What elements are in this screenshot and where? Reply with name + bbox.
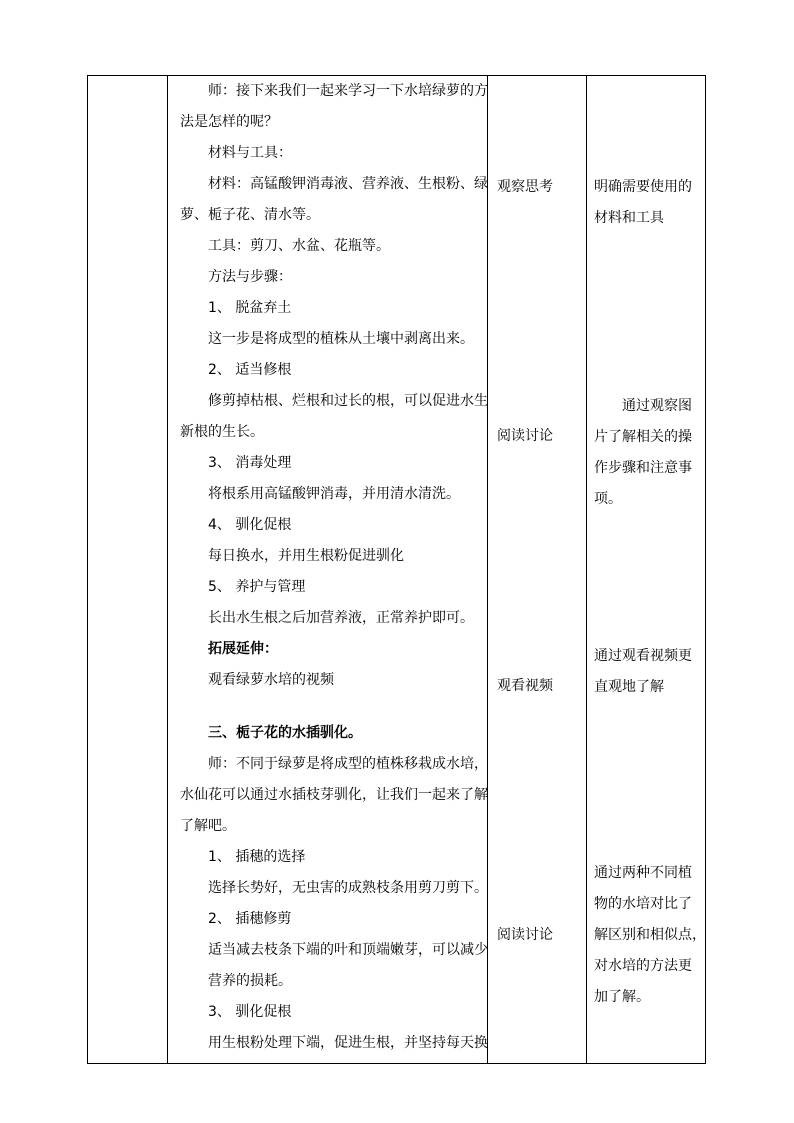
content-line: 了解吧。 — [180, 818, 236, 834]
design-intent-line: 对水培的方法更 — [594, 958, 692, 974]
column-divider — [586, 76, 587, 1063]
content-line: 水仙花可以通过水插枝芽驯化，让我们一起来了解 — [180, 787, 488, 803]
content-line: 师：接下来我们一起来学习一下水培绿萝的方 — [208, 83, 488, 99]
design-intent-line: 通过观察图 — [622, 398, 692, 414]
content-line: 每日换水，并用生根粉促进驯化 — [208, 548, 404, 564]
content-line: 方法与步骤： — [208, 269, 292, 285]
content-line: 1、 脱盆弃土 — [208, 300, 292, 316]
content-line: 2、 适当修根 — [208, 362, 292, 378]
content-line: 4、 驯化促根 — [208, 517, 292, 533]
content-line: 1、 插穗的选择 — [208, 849, 306, 865]
design-intent-line: 明确需要使用的 — [594, 179, 692, 195]
spacer — [180, 696, 481, 718]
design-intent — [594, 858, 704, 1013]
content-line: 这一步是将成型的植株从土壤中剥离出来。 — [208, 331, 474, 347]
content-line: 长出水生根之后加营养液，正常养护即可。 — [208, 610, 474, 626]
design-intent-line: 解区别和相似点， — [594, 927, 706, 943]
content-line: 材料与工具： — [208, 145, 292, 161]
student-activity: 阅读讨论 — [497, 927, 553, 943]
design-intent-line: 材料和工具 — [594, 210, 664, 226]
design-intent-line: 片了解相关的操 — [594, 429, 692, 445]
design-intent-line: 通过观看视频更 — [594, 648, 692, 664]
design-intent-line: 加了解。 — [594, 989, 650, 1005]
section-heading: 三、栀子花的水插驯化。 — [208, 725, 362, 741]
column-divider — [167, 76, 168, 1063]
design-intent — [594, 641, 704, 703]
design-intent — [594, 172, 704, 234]
content-line: 选择长势好，无虫害的成熟枝条用剪刀剪下。 — [208, 880, 488, 896]
content-line: 将根系用高锰酸钾消毒，并用清水清洗。 — [208, 486, 460, 502]
student-activity: 观看视频 — [497, 678, 553, 694]
design-intent-line: 直观地了解 — [594, 679, 664, 695]
content-line: 2、 插穗修剪 — [208, 911, 292, 927]
design-intent-line: 物的水培对比了 — [594, 896, 692, 912]
content-line: 5、 养护与管理 — [208, 579, 306, 595]
content-line: 材料：高锰酸钾消毒液、营养液、生根粉、绿 — [208, 176, 488, 192]
column-divider — [487, 76, 488, 1063]
content-line: 师：不同于绿萝是将成型的植株移栽成水培， — [208, 756, 488, 772]
content-line: 修剪掉枯根、烂根和过长的根，可以促进水生 — [208, 393, 488, 409]
content-line: 适当减去枝条下端的叶和顶端嫩芽，可以减少 — [208, 942, 488, 958]
content-line: 新根的生长。 — [180, 424, 264, 440]
design-intent — [594, 391, 704, 515]
design-intent-line: 项。 — [594, 491, 622, 507]
content-line: 法是怎样的呢？ — [180, 114, 278, 130]
content-line: 萝、栀子花、清水等。 — [180, 207, 320, 223]
design-intent-line: 通过两种不同植 — [594, 865, 692, 881]
student-activity: 观察思考 — [497, 179, 553, 195]
content-line: 观看绿萝水培的视频 — [208, 672, 334, 688]
content-line: 3、 驯化促根 — [208, 1004, 292, 1020]
content-line: 3、 消毒处理 — [208, 455, 292, 471]
design-intent-line: 作步骤和注意事 — [594, 460, 692, 476]
content-line: 工具：剪刀、水盆、花瓶等。 — [208, 238, 390, 254]
teaching-content-cell — [174, 76, 487, 1059]
content-line: 用生根粉处理下端，促进生根，并坚持每天换 — [208, 1035, 488, 1051]
lesson-table — [87, 75, 706, 1064]
content-line: 营养的损耗。 — [208, 973, 292, 989]
student-activity: 阅读讨论 — [497, 428, 553, 444]
section-heading: 拓展延伸： — [208, 641, 278, 657]
